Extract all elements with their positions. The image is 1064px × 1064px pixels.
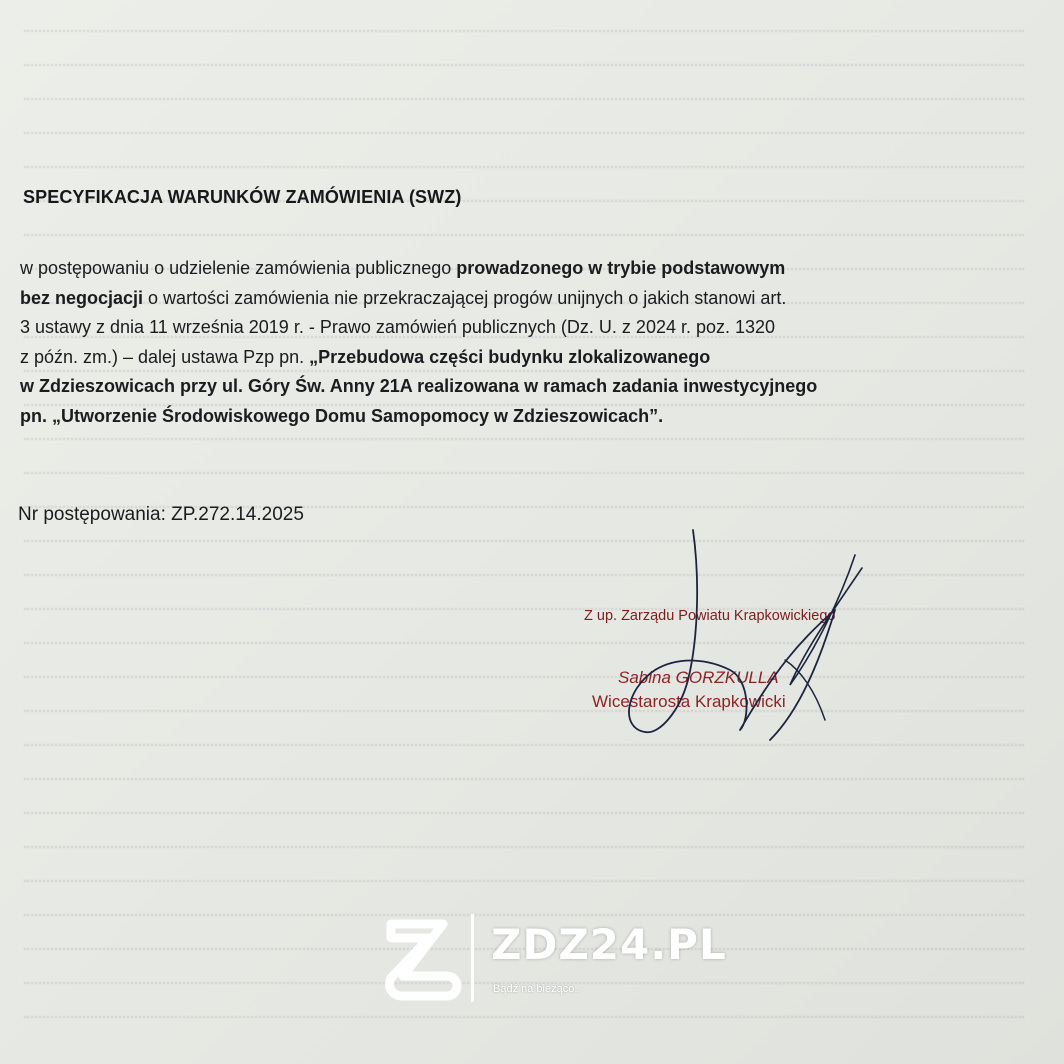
document-paragraph — [20, 254, 1020, 431]
paragraph-line-4 — [20, 343, 1020, 373]
case-number: Nr postępowania: ZP.272.14.2025 — [18, 504, 304, 525]
text-segment: w postępowaniu o udzielenie zamówienia publicznego — [20, 258, 457, 278]
watermark-logo — [385, 912, 727, 1007]
paragraph-line-5: w Zdzieszowicach przy ul. Góry Św. Anny 21A realizowana w ramach zadania inwestycyjnego — [20, 376, 818, 396]
paragraph-line-2 — [20, 284, 1020, 314]
text-segment: o wartości zamówienia nie przekraczającej progów unijnych o jakich stanowi art. — [143, 287, 787, 308]
stamp-name: Sabina GORZKULLA — [618, 668, 779, 687]
text-segment: 3 ustawy z dnia 11 września 2019 r. - Prawo zamówień publicznych (Dz. U. z 2024 r. poz. 1320 — [20, 317, 776, 337]
bold-text-segment: „Przebudowa części budynku zlokalizowanego — [309, 346, 711, 367]
paragraph-line-6: pn. „Utworzenie Środowiskowego Domu Samopomocy w Zdzieszowicach”. — [20, 405, 664, 426]
logo-tagline: Bądź na bieżąco.. — [493, 983, 581, 995]
document-heading: SPECYFIKACJA WARUNKÓW ZAMÓWIENIA (SWZ) — [23, 187, 462, 207]
logo-brand: ZDZ24.PL — [491, 920, 727, 969]
handwritten-signature — [600, 520, 880, 760]
logo-divider — [471, 914, 474, 1002]
stamp-role: Wicestarosta Krapkowicki — [592, 692, 786, 711]
bold-text-segment: prowadzonego w trybie podstawowym — [456, 258, 786, 278]
paragraph-line-1 — [20, 254, 1020, 284]
paragraph-line-3 — [20, 313, 1020, 343]
bold-text-segment: bez negocjacji — [20, 287, 144, 308]
z-logo-icon — [385, 916, 465, 1002]
text-segment: z późn. zm.) – dalej ustawa Pzp pn. — [20, 346, 310, 367]
stamp-authority: Z up. Zarządu Powiatu Krapkowickiego — [584, 608, 836, 624]
